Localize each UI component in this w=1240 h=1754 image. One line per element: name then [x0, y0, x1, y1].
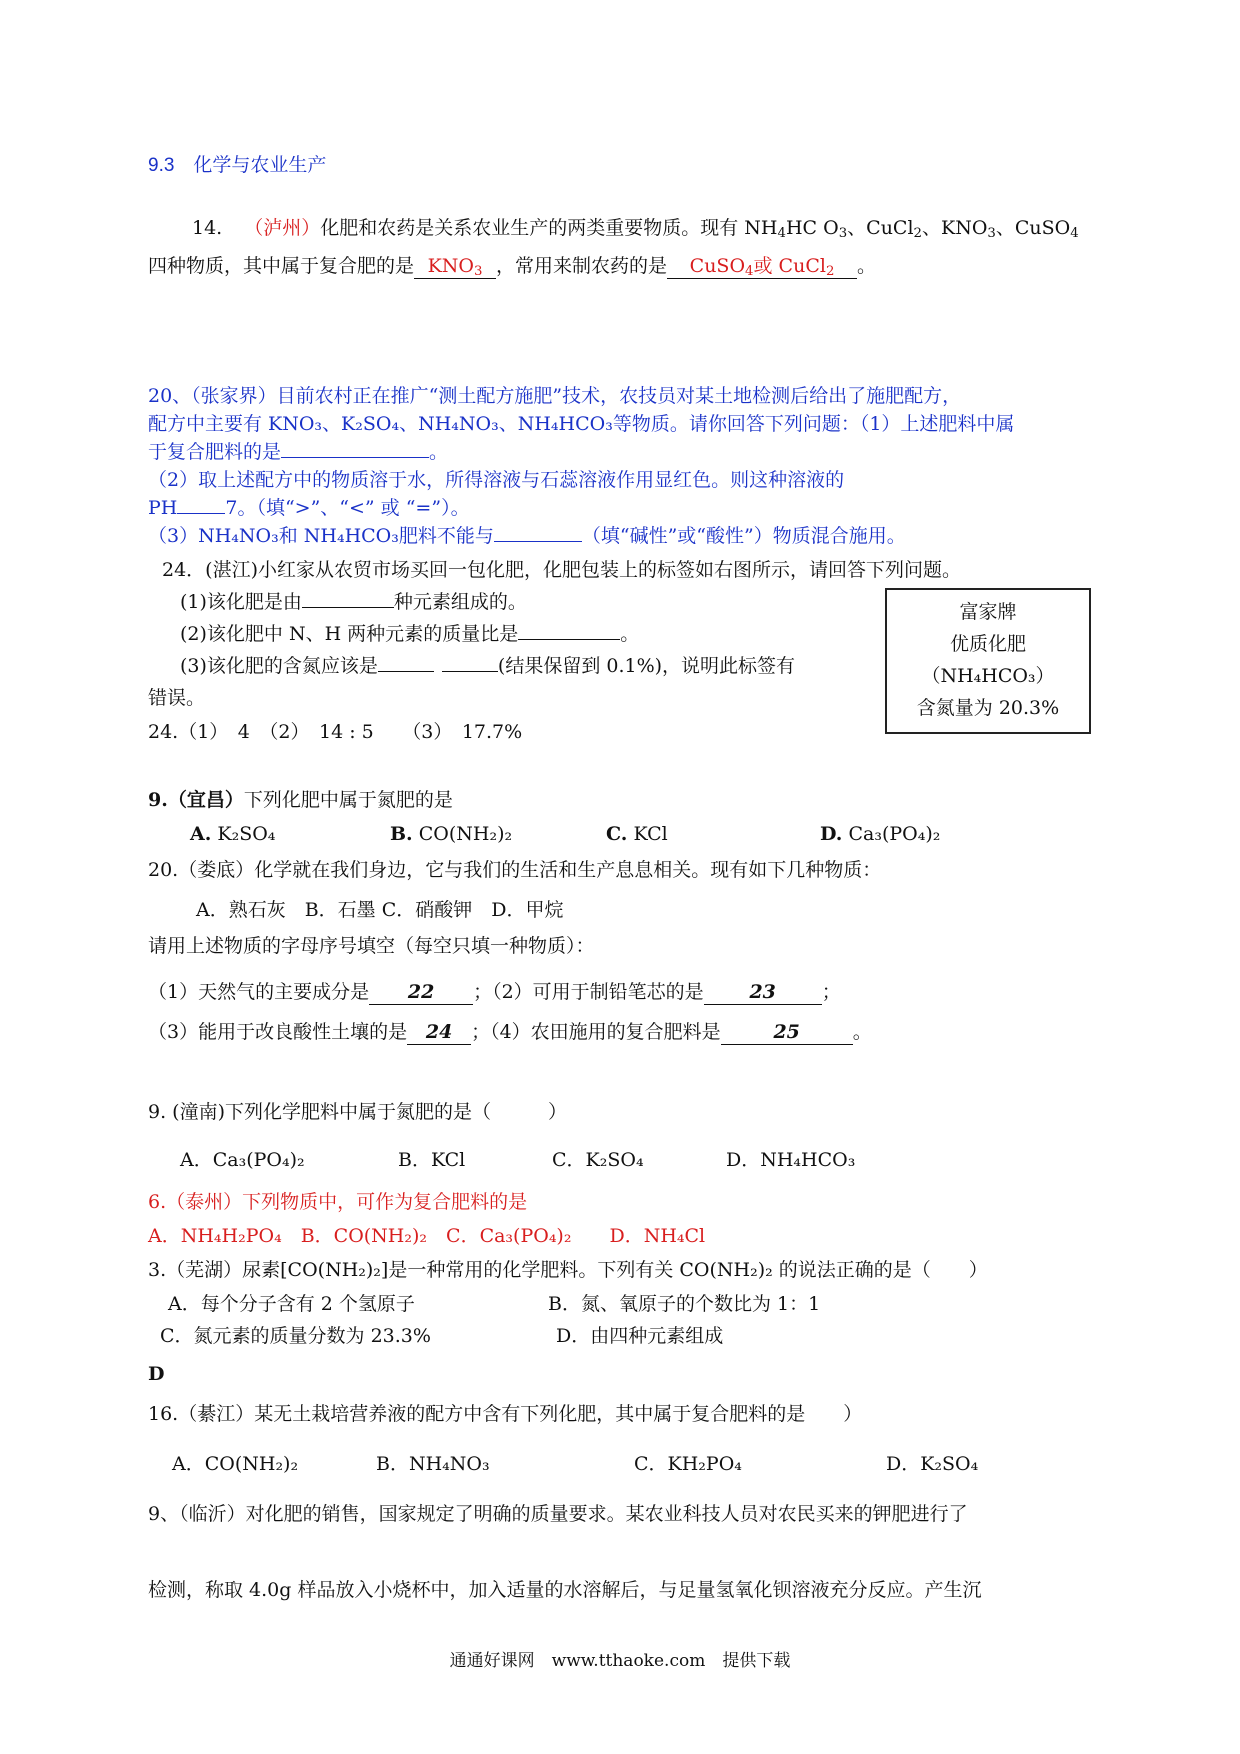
- q20b-line4: [148, 978, 841, 1006]
- q20a-line5: [148, 494, 470, 522]
- q14-line1: 14. （泸州）化肥和农药是关系农业生产的两类重要物质。现有 $NH_4HC$ $O_3$、CuCl$_2$、$KNO_3$、CuSO$_4$: [192, 217, 1079, 241]
- q24-blank-2: [518, 639, 620, 640]
- q3-opt-b: B．氮、氧原子的个数比为 1：1: [548, 1293, 821, 1315]
- q9a-stem: [148, 786, 453, 814]
- q9a-opt-d: [820, 820, 940, 848]
- q20a-line3-end: 。: [429, 441, 449, 463]
- q9a-opt-b: [390, 820, 512, 848]
- q9b-stem: 9. (潼南)下列化学肥料中属于氮肥的是（ ）: [148, 1101, 567, 1123]
- q9a-opt-b-key: B.: [390, 823, 413, 845]
- q16-opt-b: B．NH₄NO₃: [376, 1453, 490, 1475]
- q24-part3-cont: 错误。: [148, 687, 206, 709]
- footer-credit: 通通好课网 www.tthaoke.com 提供下载: [449, 1651, 791, 1671]
- q20b-l5-mid: ；（4）农田施用的复合肥料是: [471, 1021, 721, 1043]
- q14-line2: [148, 252, 876, 280]
- q20a-line6: [148, 522, 906, 550]
- q20a-line2: 配方中主要有 KNO₃、K₂SO₄、NH₄NO₃、NH₄HCO₃等物质。请你回答下列问题：（1）上述肥料中属: [148, 413, 1015, 435]
- q14-end: 。: [857, 255, 877, 277]
- q24-part1: [180, 588, 527, 616]
- q3-opt-c: C．氮元素的质量分数为 23.3%: [160, 1325, 431, 1347]
- q24-blank-3a: [378, 671, 434, 672]
- q9a-opt-c-val: KCl: [633, 823, 668, 845]
- q3-opt-a: A．每个分子含有 2 个氢原子: [168, 1293, 415, 1315]
- fertilizer-label-box: [885, 588, 1091, 734]
- q20a-blank-1: [281, 457, 429, 458]
- q9b-opt-b: B．KCl: [398, 1149, 466, 1171]
- q9b-opt-c: C．K₂SO₄: [552, 1149, 644, 1171]
- q14-answer-2: CuSO$_4$或 CuCl$_2$: [667, 254, 857, 279]
- q9a-opt-d-key: D.: [820, 823, 843, 845]
- q14-text-c: 、CuCl: [847, 217, 914, 239]
- q24-p3-mid: (结果保留到 0.1%)，说明此标签有: [497, 655, 796, 677]
- q3-stem: 3.（芜湖）尿素[CO(NH₂)₂]是一种常用的化学肥料。下列有关 CO(NH₂)₂ 的说法正确的是（ ）: [148, 1259, 988, 1281]
- q3-answer: D: [148, 1363, 165, 1385]
- q24-p1-text: (1)该化肥是由: [180, 591, 302, 613]
- q9c-line2: 检测，称取 4.0g 样品放入小烧杯中，加入适量的水溶解后，与足量氢氧化钡溶液充分反应。产生沉: [148, 1579, 982, 1601]
- label-brand: 富家牌: [959, 601, 1017, 623]
- q20b-l5-end: 。: [852, 1021, 872, 1043]
- q9a-opt-c: [606, 820, 668, 848]
- q24-p3-text: (3)该化肥的含氮应该是: [180, 655, 378, 677]
- q14-text: 化肥和农药是关系农业生产的两类重要物质。现有 NH: [320, 217, 778, 239]
- q20b-blank-23: 23: [704, 980, 822, 1005]
- q20a-line6-text: （3）NH₄NO₃和 NH₄HCO₃肥料不能与: [148, 525, 494, 547]
- q9a-opt-b-val: CO(NH₂)₂: [418, 823, 513, 845]
- q20b-l4-text: （1）天然气的主要成分是: [148, 981, 370, 1003]
- q24-part2: [180, 620, 639, 648]
- q20a-ph: PH: [148, 497, 178, 519]
- q9a-opt-a-key: A.: [190, 823, 212, 845]
- q9b-opt-d: D．NH₄HCO₃: [726, 1149, 856, 1171]
- q24-blank-3b: [442, 671, 498, 672]
- q9a-opt-a: [190, 820, 275, 848]
- q20b-l4-end: ；: [821, 981, 841, 1003]
- q14-line2-text: 四种物质，其中属于复合肥的是: [148, 255, 415, 277]
- q20b-blank-24: 24: [407, 1020, 471, 1045]
- q20b-l4-mid: ；（2）可用于制铅笔芯的是: [473, 981, 704, 1003]
- q24-p1-end: 种元素组成的。: [393, 591, 527, 613]
- q9a-opt-c-key: C.: [606, 823, 628, 845]
- q14-text-d: 、KNO: [922, 217, 988, 239]
- q14-text-b: HC O: [785, 217, 839, 239]
- q20b-blank-22: 22: [369, 980, 473, 1005]
- q14-ans1-text: KNO: [427, 255, 474, 277]
- q20a-line5-text: 7。（填“>”、“<” 或 “=”）。: [225, 497, 470, 519]
- q20a-blank-2: [177, 513, 225, 514]
- q14-text-e: 、CuSO: [995, 217, 1071, 239]
- q9a-opt-d-val: Ca₃(PO₄)₂: [848, 823, 941, 845]
- q9a-stem-text: 下列化肥中属于氮肥的是: [243, 789, 453, 811]
- section-title: 9.3 化学与农业生产: [148, 155, 327, 176]
- label-nitrogen-content: 含氮量为 20.3%: [916, 697, 1060, 719]
- q9c-line1: 9、（临沂）对化肥的销售，国家规定了明确的质量要求。某农业科技人员对农民买来的钾肥进行了: [148, 1503, 968, 1525]
- q20b-line2: A．熟石灰 B．石墨 C．硝酸钾 D．甲烷: [196, 899, 564, 921]
- q16-stem: 16.（綦江）某无土栽培营养液的配方中含有下列化肥，其中属于复合肥料的是 ）: [148, 1403, 863, 1425]
- q20b-line1: 20.（娄底）化学就在我们身边，它与我们的生活和生产息息相关。现有如下几种物质：: [148, 859, 882, 881]
- q14-ans2-b: 或 CuCl: [753, 255, 826, 277]
- q6-stem: 6.（泰州）下列物质中，可作为复合肥料的是: [148, 1191, 528, 1213]
- q14-line2-mid: ，常用来制农药的是: [496, 255, 668, 277]
- q20b-line3: 请用上述物质的字母序号填空（每空只填一种物质）：: [148, 935, 595, 957]
- q3-opt-d: D．由四种元素组成: [556, 1325, 724, 1347]
- q24-line1: 24．(湛江)小红家从农贸市场买回一包化肥，化肥包装上的标签如右图所示，请回答下列问题。: [162, 559, 962, 581]
- q24-p2-text: (2)该化肥中 N、H 两种元素的质量比是: [180, 623, 519, 645]
- q20a-line4: （2）取上述配方中的物质溶于水，所得溶液与石蕊溶液作用显红色。则这种溶液的: [148, 469, 845, 491]
- q14-ans2-a: CuSO: [689, 255, 746, 277]
- q20a-line6-end: （填“碱性”或“酸性”）物质混合施用。: [581, 525, 906, 547]
- q20a-line3-text: 于复合肥料的是: [148, 441, 282, 463]
- q9a-num: 9.（宜昌）: [148, 789, 244, 811]
- label-formula: （NH₄HCO₃）: [921, 665, 1055, 687]
- q6-options: A．NH₄H₂PO₄ B．CO(NH₂)₂ C．Ca₃(PO₄)₂ D．NH₄Cl: [148, 1225, 706, 1247]
- q16-opt-d: D．K₂SO₄: [886, 1453, 979, 1475]
- q20b-l5-text: （3）能用于改良酸性土壤的是: [148, 1021, 408, 1043]
- q14-answer-1: $KNO_3$: [414, 254, 496, 279]
- q20a-blank-3: [494, 541, 582, 542]
- q20a-line3: [148, 438, 448, 466]
- q24-blank-1: [302, 607, 394, 608]
- q24-part3: [180, 652, 795, 680]
- q9b-opt-a: A．Ca₃(PO₄)₂: [180, 1149, 305, 1171]
- q16-opt-c: C．KH₂PO₄: [634, 1453, 742, 1475]
- q20b-line5: [148, 1018, 872, 1046]
- q24-answer: 24.（1） 4 （2） 14 : 5 （3） 17.7%: [148, 721, 523, 743]
- q16-opt-a: A．CO(NH₂)₂: [172, 1453, 299, 1475]
- q9a-opt-a-val: K₂SO₄: [217, 823, 276, 845]
- label-product: 优质化肥: [949, 633, 1026, 655]
- q14-source: （泸州）: [244, 217, 321, 239]
- q24-p2-end: 。: [620, 623, 640, 645]
- q14-num: 14.: [192, 217, 223, 239]
- q20a-line1: 20、（张家界）目前农村正在推广“测土配方施肥”技术，农技员对某土地检测后给出了施肥配方，: [148, 385, 962, 407]
- q20b-blank-25: 25: [721, 1020, 853, 1045]
